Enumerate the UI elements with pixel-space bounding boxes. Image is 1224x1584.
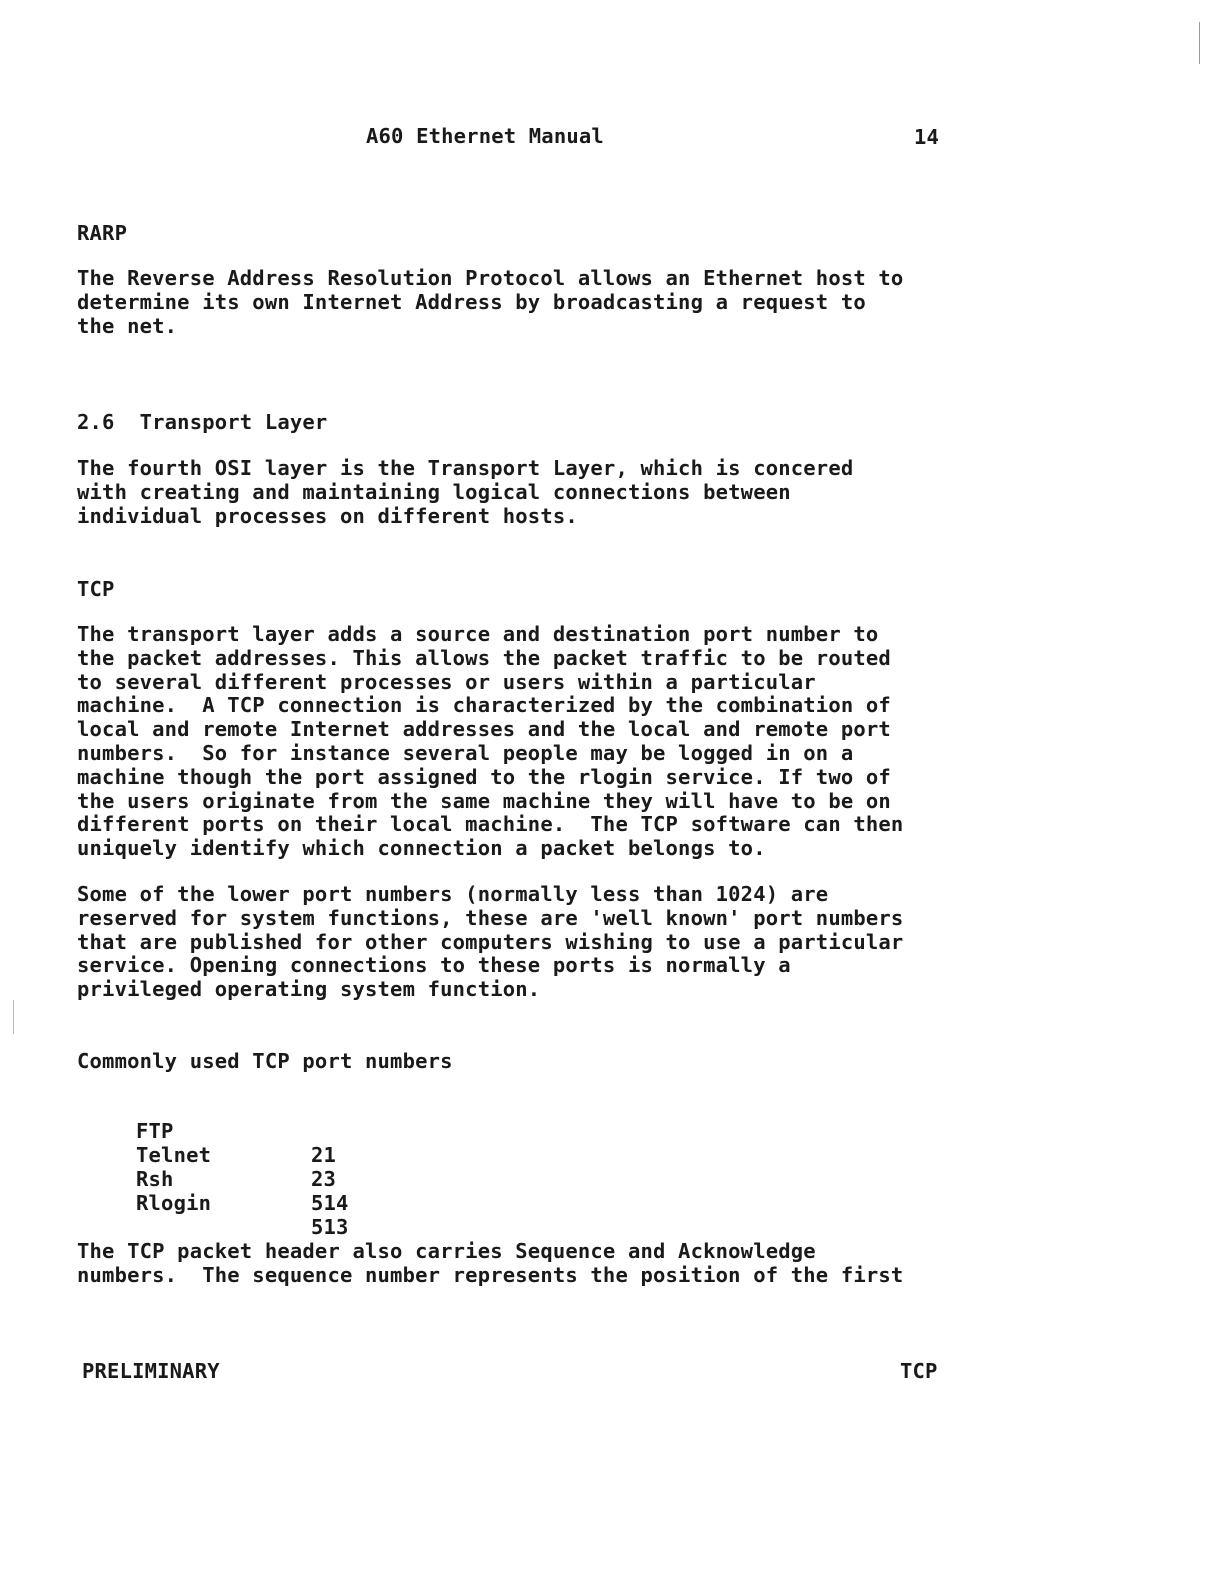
port-name: FTP [136, 1119, 174, 1143]
port-name: Rlogin [136, 1191, 212, 1215]
paragraph-line: the users originate from the same machine they will have to be on [77, 788, 891, 813]
tcp-paragraph-3 [77, 1240, 903, 1288]
scan-mark-top-right [1199, 22, 1200, 64]
port-number: 513 [311, 1215, 349, 1239]
header-page-number: 14 [914, 125, 940, 149]
header-title: A60 Ethernet Manual [366, 124, 604, 148]
section-heading-transport-layer: 2.6 Transport Layer [77, 410, 328, 434]
paragraph-line: The Reverse Address Resolution Protocol allows an Ethernet host to [77, 266, 904, 290]
footer-right: TCP [900, 1359, 938, 1383]
paragraph-line: the packet addresses. This allows the packet traffic to be routed [77, 645, 891, 670]
paragraph-line: the net. [77, 313, 178, 338]
tcp-heading: TCP [77, 577, 115, 601]
port-number: 21 [311, 1143, 337, 1167]
paragraph-line: to several different processes or users within a particular [77, 669, 816, 694]
paragraph-line: that are published for other computers wishing to use a particular [77, 929, 904, 954]
paragraph-line: uniquely identify which connection a packet belongs to. [77, 836, 766, 861]
paragraph-line: Some of the lower port numbers (normally less than 1024) are [77, 882, 829, 906]
tcp-paragraph-2 [77, 883, 903, 1002]
paragraph-line: reserved for system functions, these are 'well known' port numbers [77, 905, 904, 930]
port-number-table [136, 1095, 349, 1239]
paragraph-line: determine its own Internet Address by broadcasting a request to [77, 289, 866, 314]
port-number: 514 [311, 1191, 349, 1215]
rarp-paragraph [77, 267, 903, 338]
paragraph-line: machine though the port assigned to the rlogin service. If two of [77, 764, 891, 789]
paragraph-line: privileged operating system function. [77, 977, 541, 1002]
scan-mark-left [13, 1000, 14, 1034]
ports-heading: Commonly used TCP port numbers [77, 1049, 453, 1073]
paragraph-line: different ports on their local machine. The TCP software can then [77, 812, 904, 837]
transport-paragraph [77, 457, 853, 528]
port-name: Rsh [136, 1167, 174, 1191]
paragraph-line: individual processes on different hosts. [77, 503, 578, 528]
paragraph-line: with creating and maintaining logical connections between [77, 479, 791, 504]
paragraph-line: The transport layer adds a source and destination port number to [77, 622, 879, 646]
paragraph-line: machine. A TCP connection is characterized by the combination of [77, 693, 891, 718]
paragraph-line: numbers. So for instance several people may be logged in on a [77, 740, 854, 765]
paragraph-line: local and remote Internet addresses and the local and remote port [77, 717, 891, 742]
tcp-paragraph-1 [77, 623, 903, 861]
footer-left: PRELIMINARY [82, 1359, 220, 1383]
paragraph-line: The fourth OSI layer is the Transport Layer, which is concered [77, 456, 854, 480]
port-number: 23 [311, 1167, 337, 1191]
paragraph-line: service. Opening connections to these ports is normally a [77, 953, 791, 978]
port-name: Telnet [136, 1143, 212, 1167]
rarp-heading: RARP [77, 221, 128, 245]
paragraph-line: The TCP packet header also carries Sequence and Acknowledge [77, 1239, 816, 1263]
paragraph-line: numbers. The sequence number represents the position of the first [77, 1262, 904, 1287]
